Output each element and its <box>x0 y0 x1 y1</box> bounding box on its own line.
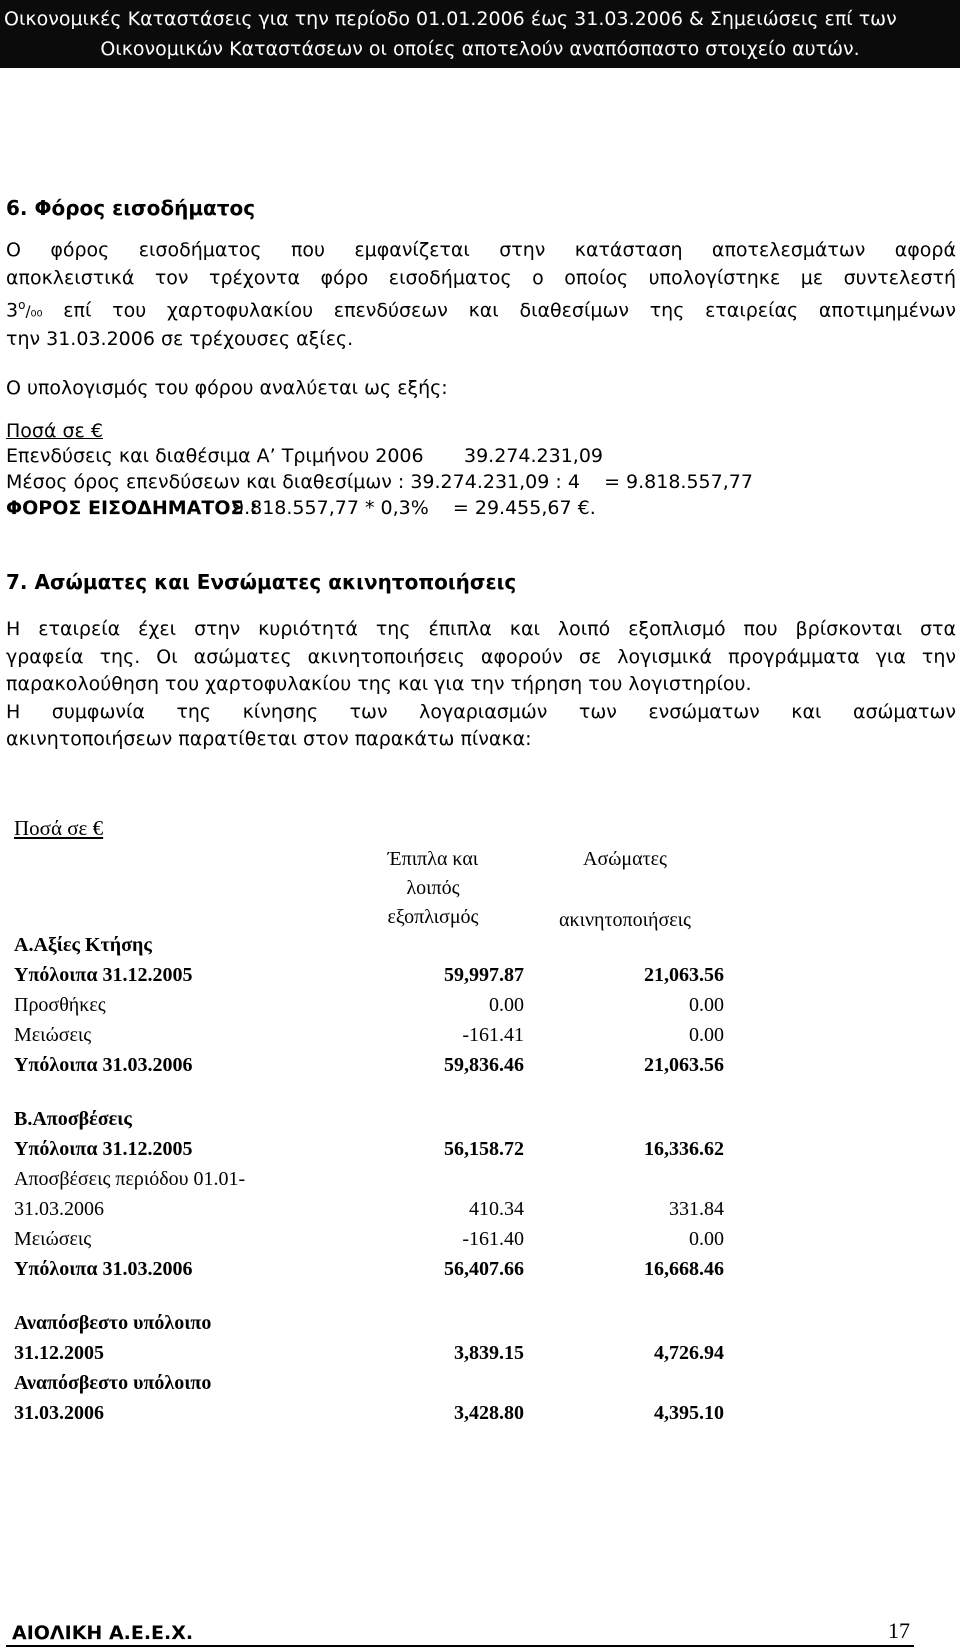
row-label: Υπόλοιπα 31.12.2005 <box>14 1138 193 1160</box>
col-header-line: Ασώματες <box>583 848 667 870</box>
section-7-title: 7. Ασώματες και Ενσώματες ακινητοποιήσεις <box>6 570 517 594</box>
row-label: Υπόλοιπα 31.03.2006 <box>14 1258 193 1280</box>
row-label: 31.03.2006 <box>14 1402 104 1424</box>
row-value-intangibles: 4,726.94 <box>654 1342 724 1364</box>
row-value-equipment: -161.40 <box>462 1228 524 1250</box>
section-b-label: Β.Αποσβέσεις <box>14 1108 132 1130</box>
calc-row-3-value: 9.818.557,77 * 0,3% = 29.455,67 €. <box>232 497 596 519</box>
section-6-calc-intro: Ο υπολογισμός του φόρου αναλύεται ως εξής: <box>6 377 448 399</box>
col-header-intangibles <box>535 848 715 932</box>
col-header-line: λοιπός <box>406 877 460 899</box>
row-value-equipment: 56,158.72 <box>444 1138 524 1160</box>
row-value-intangibles: 0.00 <box>689 994 724 1016</box>
row-value-intangibles: 16,668.46 <box>644 1258 724 1280</box>
page-header <box>0 0 960 68</box>
row-label: Μειώσεις <box>14 1228 92 1250</box>
row-value-intangibles: 4,395.10 <box>654 1402 724 1424</box>
footer-rule <box>6 1645 914 1647</box>
col-header-line: Έπιπλα και <box>387 848 479 870</box>
calc-row-1-value: 39.274.231,09 <box>464 445 604 467</box>
row-value-intangibles: 21,063.56 <box>644 1054 724 1076</box>
page-number: 17 <box>888 1618 910 1643</box>
table-amounts-label: Ποσά σε € <box>14 816 104 840</box>
row-value-equipment: 0.00 <box>489 994 524 1016</box>
calc-row-1-label: Επενδύσεις και διαθέσιμα Α’ Τριμήνου 2006 <box>6 445 424 467</box>
row-label: 31.12.2005 <box>14 1342 104 1364</box>
paragraph-line: γραφεία της. Οι ασώματες ακινητοποιήσεις αφορούν σε λογισμικά προγράμματα για την <box>6 645 956 668</box>
section-6-paragraph <box>6 237 956 353</box>
paragraph-line <box>6 292 956 326</box>
row-value-equipment: -161.41 <box>462 1024 524 1046</box>
col-header-line: ακινητοποιήσεις <box>559 909 691 931</box>
col-header-line: εξοπλισμός <box>387 906 479 928</box>
section-7-paragraph <box>6 616 956 754</box>
calc-row-3-label: ΦΟΡΟΣ ΕΙΣΟΔΗΜΑΤΟΣ : <box>6 497 258 519</box>
row-label: Αναπόσβεστο υπόλοιπο <box>14 1312 212 1334</box>
row-value-equipment: 59,997.87 <box>444 964 524 986</box>
row-value-intangibles: 0.00 <box>689 1024 724 1046</box>
paragraph-line: Η εταιρεία έχει στην κυριότητά της έπιπλα και λοιπό εξοπλισμό που βρίσκονται στα <box>6 618 956 640</box>
row-value-equipment: 410.34 <box>469 1198 524 1220</box>
calc-row-2: Μέσος όρος επενδύσεων και διαθεσίμων : 39.274.231,09 : 4 = 9.818.557,77 <box>6 471 753 493</box>
section-6-title: 6. Φόρος εισοδήματος <box>6 196 256 220</box>
row-value-equipment: 3,428.80 <box>454 1402 524 1424</box>
row-label: Υπόλοιπα 31.12.2005 <box>14 964 193 986</box>
row-value-equipment: 3,839.15 <box>454 1342 524 1364</box>
row-label: Αποσβέσεις περιόδου 01.01- <box>14 1168 246 1190</box>
footer-company: ΑΙΟΛΙΚΗ Α.Ε.Ε.Χ. <box>12 1622 194 1644</box>
header-line-2: Οικονομικών Καταστάσεων οι οποίες αποτελούν αναπόσπαστο στοιχείο αυτών. <box>100 38 860 60</box>
row-value-intangibles: 0.00 <box>689 1228 724 1250</box>
section-a-label: Α.Αξίες Κτήσης <box>14 934 152 956</box>
tax-rate-superscript: ο <box>18 298 26 312</box>
col-header-equipment <box>358 848 508 929</box>
row-value-intangibles: 21,063.56 <box>644 964 724 986</box>
amounts-label: Ποσά σε € <box>6 420 103 442</box>
row-label: 31.03.2006 <box>14 1198 104 1220</box>
paragraph-line: Η συμφωνία της κίνησης των λογαριασμών των ενσώματων και ασώματων <box>6 700 956 723</box>
row-value-intangibles: 16,336.62 <box>644 1138 724 1160</box>
tax-rate-number: 3 <box>6 299 19 322</box>
paragraph-line: ακινητοποιήσεων παρατίθεται στον παρακάτω πίνακα: <box>6 728 532 750</box>
row-value-intangibles: 331.84 <box>669 1198 724 1220</box>
tax-rate-permille: /₀₀ <box>25 302 43 321</box>
header-line-1: Οικονομικές Καταστάσεις για την περίοδο 01.01.2006 έως 31.03.2006 & Σημειώσεις επί των <box>4 8 897 30</box>
row-value-equipment: 56,407.66 <box>444 1258 524 1280</box>
row-label: Μειώσεις <box>14 1024 92 1046</box>
row-label: Προσθήκες <box>14 994 106 1016</box>
row-label: Αναπόσβεστο υπόλοιπο <box>14 1372 212 1394</box>
paragraph-line: την 31.03.2006 σε τρέχουσες αξίες. <box>6 327 354 350</box>
paragraph-line: παρακολούθηση του χαρτοφυλακίου της και για την τήρηση του λογιστηρίου. <box>6 673 752 695</box>
paragraph-line: αποκλειστικά τον τρέχοντα φόρο εισοδήματος ο οποίος υπολογίστηκε με συντελεστή <box>6 266 956 289</box>
row-value-equipment: 59,836.46 <box>444 1054 524 1076</box>
paragraph-line: Ο φόρος εισοδήματος που εμφανίζεται στην κατάσταση αποτελεσμάτων αφορά <box>6 239 956 261</box>
row-label: Υπόλοιπα 31.03.2006 <box>14 1054 193 1076</box>
paragraph-text: επί του χαρτοφυλακίου επενδύσεων και διαθεσίμων της εταιρείας αποτιμημένων <box>63 299 956 322</box>
